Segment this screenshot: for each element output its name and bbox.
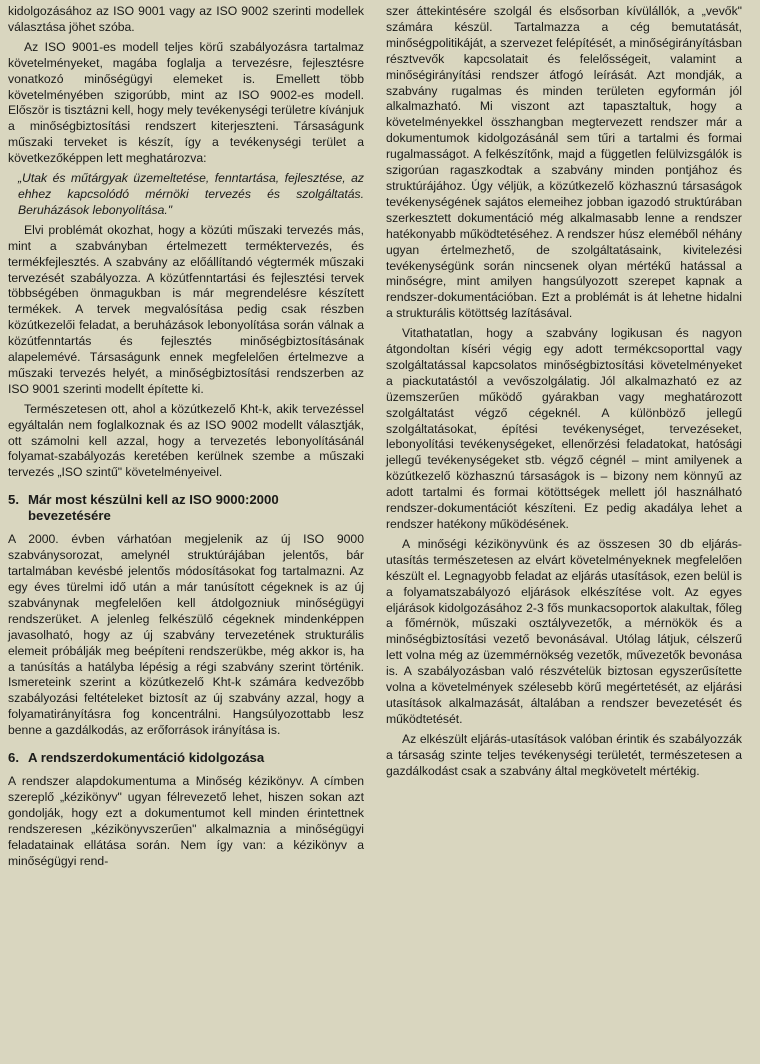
paragraph: Az ISO 9001-es modell teljes körű szabályozásra tartalmaz követelményeket, magába foglalja a tervezésre, fejlesztésre vonatkozó minőségügyi elemeket is. Emellett több követelményében szigorúbb, mint az ISO 9002-es modell. Először is tisztázni kell, hogy mely tevékenységi területre kívánjuk a minőségbiztosítási rendszert kiterjeszteni. Társaságunk műszaki terveket is készít, így a tevékenységi terület a következőképpen lett meghatározva: <box>8 39 364 166</box>
paragraph: szer áttekintésére szolgál és elsősorban kívülállók, a „vevők" számára készül. Tartalmazza a cég bemutatását, minőségpolitikáját, a szervezet felépítését, a minőségirányításban résztvevők kapcsolatait és felelősségeit, valamint a minőségirányítási rendszer átfogó leírását. Azt mondják, a szabvány rugalmas és minden területen egyformán jól alkalmazható. Mi viszont azt tapasztaltuk, hogy a követelményekkel összhangban megtervezett rendszer már a dokumentumok kidolgozásánál sem tűri a tartalmi és formai rugalmasságot. A felkészítőnk, majd a független felülvizsgálók is szigorúan ragaszkodtak a szabvány minden pontjához és struktúrájához. Úgy véljük, a közútkezelő közhasznú társaságok tevékenységének sajátos elemeihez jobban igazodó struktúrában szerkesztett dokumentáció még alkalmasabb lenne a rendszer hatékonyabb működtetéséhez. A rendszer húsz eleméből néhány ugyan értelmezhető, de szolgáltatásaink, kivitelezési tevékenységünk során nincsenek olyan mértékű hatással a minőségre, mint amilyen hangsúlyozott szerepet kapnak a rendszer-dokumentációban. Ezt a problémát is át lehetne hidalni a strukturális kötöttség lazításával. <box>386 4 742 321</box>
paragraph: kidolgozásához az ISO 9001 vagy az ISO 9002 szerinti modellek választása jöhet szóba. <box>8 4 364 34</box>
quote-paragraph: „Utak és műtárgyak üzemeltetése, fenntartása, fejlesztése, az ehhez kapcsolódó mérnöki tervezés és szolgáltatás. Beruházások lebonyolítása." <box>18 171 364 217</box>
paragraph: Természetesen ott, ahol a közútkezelő Kht-k, akik tervezéssel egyáltalán nem foglalkoznak és az ISO 9002 modellt választják, ott számolni kell azzal, hogy a tervezetés lebonyolításánál folyamat-szabályozás keretében kerülnek szembe a műszaki tervezés „ISO szintű" követelményeivel. <box>8 401 364 480</box>
section-heading-5 <box>8 492 364 524</box>
left-column <box>8 4 364 1064</box>
paragraph: Elvi problémát okozhat, hogy a közúti műszaki tervezés más, mint a szabványban értelmezett terméktervezés, és termékfejlesztés. A szabvány az előállítandó végtermék műszaki tervezését szabályozza. A közútfenntartási és fejlesztési tervek többségében önmagukban is már megrendelésre készített termékek. A tervek megvalósítása pedig csak részben közútkezelői feladat, a beruházások lebonyolítása során válnak a közútfenntartás és fejlesztés minőségbiztosításának alapelemévé. Társaságunk ennek megfelelően értelmezve a műszaki tervezés helyét, a minőségbiztosítási rendszerben az ISO 9001 szerinti modellt építette ki. <box>8 222 364 396</box>
paragraph: A rendszer alapdokumentuma a Minőség kézikönyv. A címben szereplő „kézikönyv" ugyan félrevezető lehet, hiszen sokan azt gondolják, hogy ezt a dokumentumot kell minden érintettnek rendszeresen „kézikönyvszerűen" alkalmaznia a minőségügyi feladatainak ellátása során. Nem így van: a kézikönyv a minőségügyi rend- <box>8 774 364 868</box>
section-number: 6. <box>8 750 19 766</box>
section-title: A rendszerdokumentáció kidolgozása <box>28 750 265 766</box>
section-number: 5. <box>8 492 19 508</box>
paragraph: Az elkészült eljárás-utasítások valóban érintik és szabályozzák a társaság szinte teljes tevékenységi területét, természetesen a gazdálkodást csak a szabvány által megkövetelt mértékig. <box>386 731 742 778</box>
section-heading-6 <box>8 750 364 766</box>
right-column <box>386 4 742 1064</box>
paragraph: A 2000. évben várhatóan megjelenik az új ISO 9000 szabványsorozat, amelynél struktúrájában jelentős, bár tartalmában kevésbé jelentős módosításokat fog tartalmazni. Az egy éves türelmi idő után a már tanúsított cégeknek is az új szabványnak megfelelően kell átdolgozniuk minőségügyi rendszerüket. A jelenleg felkészülő cégeknek mindenképpen javasolható, hogy az új szabvány tervezetének strukturális elemeit próbálják meg beépíteni rendszerükbe, még akkor is, ha a tanúsítás a hatályba lépésig a régi szabvány szerint történik. Ismereteink szerint a közútkezelő Kht-k számára kedvezőbb szabályozási feltételeket biztosít az új szabvány azzal, hogy a folyamatirányításra fog koncentrálni. Hangsúlyozottabb lesz benne a gazdálkodás, az erőforrások irányítása is. <box>8 532 364 738</box>
paragraph: Vitathatatlan, hogy a szabvány logikusan és nagyon átgondoltan kíséri végig egy adott termékcsoporttal vagy szolgáltatással kapcsolatos minőségbiztosítási követelményeket a piackutatástól a vevőszolgálatig. Jól alkalmazható ez az üzemszerűen működő gyárakban vagy meghatározott szolgáltatást végző cégeknél. A különböző jellegű szolgáltatásokat, építési tevékenységet, tervezéseket, lebonyolítási tevékenységeket, ellenőrzési feladatokat, hatósági jellegű tevékenységeket stb. végző cégnél – mint amilyenek a közútkezelő közhasznú társaságok is – bizony nem könnyű az adott tartalmi és formai kötöttségek mellett jól használható rendszer-dokumentációt készíteni. Ez pedig akadálya lehet a rendszer hatékony működésének. <box>386 326 742 531</box>
paragraph: A minőségi kézikönyvünk és az összesen 30 db eljárás-utasítás természetesen az elvárt követelményeknek megfelelően készült el. Legnagyobb feladat az eljárás utasítások, ezen belül is a folyamatszabályozó eljárások elkészítése volt. Az egyes eljárások kidolgozásához 2-3 fős munkacsoportok alakultak, főleg a főmérnök, műszaki osztályvezetők, a mérnökök és a minőségbiztosítási vezető bevonásával. Utólag látjuk, célszerű lett volna még az üzemmérnökség vezetők, művezetők bevonása is. A szabályozásban való részvételük biztosan egyszerűsítette volna a követelmények szélesebb körű megértetését, az eljárási utasítások alkalmazását, általában a rendszer bevezetését és működtetését. <box>386 536 742 726</box>
section-title: Már most készülni kell az ISO 9000:2000 bevezetésére <box>28 492 279 524</box>
